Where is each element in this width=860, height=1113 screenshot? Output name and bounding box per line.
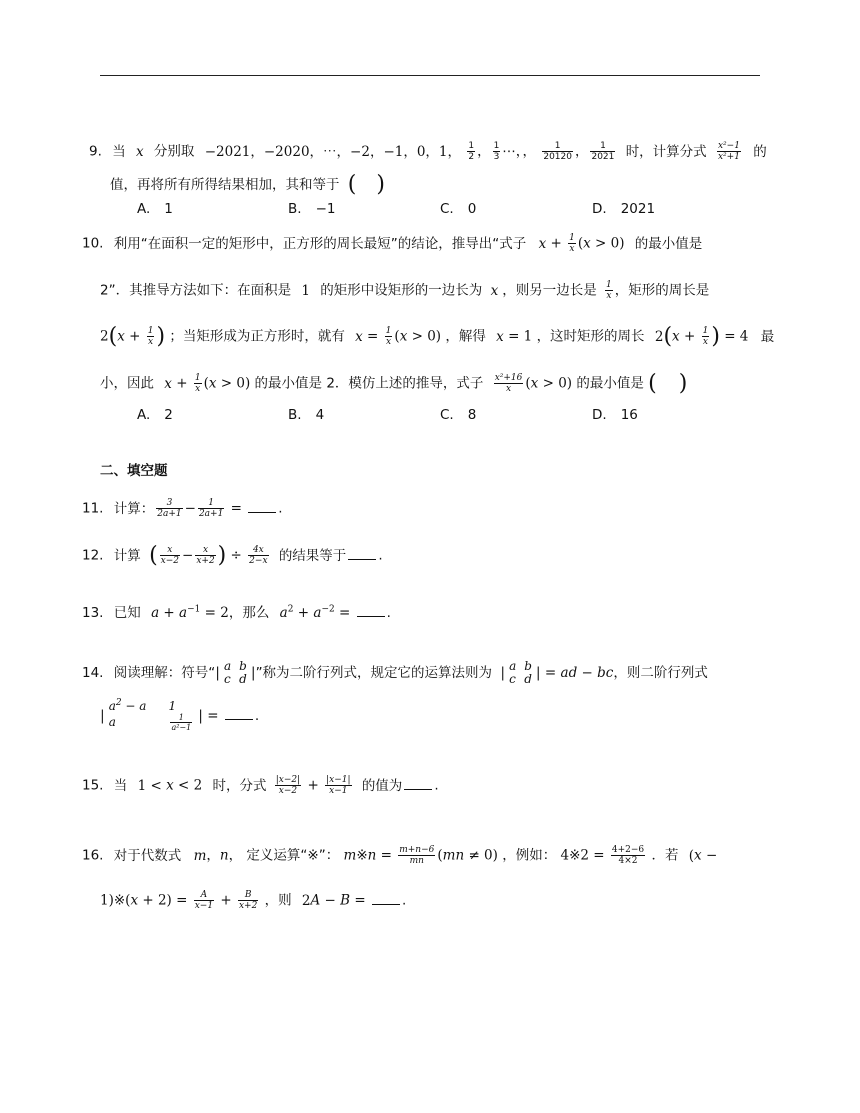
question-15: 15. 当 1 < x < 2 时，分式 $\frac{|x-2|}{x-2}$ + $\frac{|x-1|}{x-1}$ 的值为 . <box>82 775 439 796</box>
question-number: 15. <box>82 777 104 794</box>
q10-text: 2”．其推导方法如下：在面积是 <box>100 282 292 299</box>
answer-blank[interactable] <box>248 512 276 513</box>
question-10-line-1: 10. 利用“在面积一定的矩形中，正方形的周长最短”的结论，推导出“式子 x + $\frac{1}{x}$ (x > 0) 的最小值是 <box>82 233 703 254</box>
q11-text: 计算： <box>113 500 155 517</box>
answer-blank[interactable] <box>404 789 432 790</box>
question-9-line-2: 值，再将所有所得结果相加，其和等于 ( ) <box>110 172 385 197</box>
option-c[interactable]: C. 0 <box>440 201 477 217</box>
q10-text: 利用“在面积一定的矩形中，正方形的周长最短”的结论，推导出“式子 <box>113 235 527 252</box>
option-d[interactable]: D. 2021 <box>592 201 656 217</box>
q10-text: 小，因此 <box>100 375 154 392</box>
question-number: 14. <box>82 665 104 681</box>
option-a[interactable]: A. 1 <box>137 201 173 217</box>
q9-dots: ⋯，， <box>502 143 537 160</box>
fraction: $\frac{1}{3}$ <box>493 141 500 162</box>
determinant: $|a^2 - a$ 1 a $\frac{1}{\text{a²−1}}$ | <box>100 698 203 732</box>
answer-blank[interactable] <box>348 559 376 560</box>
q9-text: 当 <box>112 143 126 160</box>
q15-text: 当 <box>113 777 128 794</box>
q10-text: 最 <box>760 328 775 345</box>
question-10-line-3: 2(x + $\frac{1}{x}$ ) ；当矩形成为正方形时，就有 x = $\frac{1}{x}$ (x > 0) ，解得 x = 1 ，这时矩形的周长 2(x + $\frac{1}{x}$ ) = 4 最 <box>100 323 775 349</box>
header-rule <box>100 75 760 76</box>
question-10-line-4: 小，因此 x + $\frac{1}{x}$ (x > 0) 的最小值是 2．模仿上述的推导，式子 $\frac{\text{x²+16}}{x}$ (x > 0) 的最小值是 ( ) <box>100 370 688 396</box>
q10-text: 的矩形中设矩形的一边长为 <box>320 282 483 299</box>
question-13: 13. 已知 $a + a^{-1} = 2$，那么 $a^2 + a^{-2}$ = . <box>82 604 391 621</box>
q10-text: ，矩形的周长是 <box>614 282 710 299</box>
q14-text: ，则二阶行列式 <box>613 665 708 681</box>
q9-text: 的 <box>753 143 767 160</box>
question-12: 12. 计算 ( $\frac{x}{x-2}$ − $\frac{x}{x+2}$ ) ÷ $\frac{4x}{2-x}$ 的结果等于 . <box>82 542 383 568</box>
fraction: $\frac{\text{x²−1}}{\text{x²+1}}$ <box>717 141 740 162</box>
q16-text: ，则 <box>264 892 292 909</box>
question-9-line-1: 9. 当 x 分别取 −2021，−2020，⋯，−2，−1，0，1， $\frac{1}{2}$ ， $\frac{1}{3}$ ⋯，， $\frac{1}{20120}$ ， $\frac{1}{2021}$ 时，计算分式 $\frac{\text{x²−1}}{\text{x²+1}}$ 的 <box>89 141 767 162</box>
q9-text: 分别取 <box>153 143 195 160</box>
q9-text: 值，再将所有所得结果相加，其和等于 <box>110 177 340 193</box>
answer-blank[interactable] <box>372 904 400 905</box>
fraction: $\frac{1}{2021}$ <box>591 141 615 162</box>
question-11: 11. 计算： $\frac{3}{2a+1}$ − $\frac{1}{2a+1}$ = . <box>82 498 283 519</box>
question-number: 11. <box>82 500 104 517</box>
answer-blank[interactable] <box>225 719 253 720</box>
q15-text: 时，分式 <box>212 777 267 794</box>
option-b[interactable]: B. 4 <box>288 407 325 423</box>
q16-text: ，例如： <box>502 847 557 864</box>
fraction: $\frac{1}{2}$ <box>468 141 475 162</box>
question-number: 10. <box>82 235 104 252</box>
q14-text: 阅读理解：符号“ <box>113 665 216 681</box>
q10-text: ，这时矩形的周长 <box>536 328 645 345</box>
q16-text: ．若 <box>651 847 679 864</box>
question-10-line-2: 2”．其推导方法如下：在面积是 1 的矩形中设矩形的一边长为 x ，则另一边长是 $\frac{1}{x}$ ，矩形的周长是 <box>100 280 710 301</box>
q10-text: 的最小值是 <box>634 235 703 252</box>
q13-text: 已知 <box>113 605 141 621</box>
question-16-line-2: 1)※(x + 2) = $\frac{A}{x-1}$ + $\frac{B}{x+2}$ ，则 2A − B = . <box>100 890 407 911</box>
question-number: 16. <box>82 847 104 864</box>
section-heading: 二、填空题 <box>100 463 168 479</box>
q10-text: ；当矩形成为正方形时，就有 <box>169 328 345 345</box>
q12-text: 的结果等于 <box>278 547 347 564</box>
option-d[interactable]: D. 16 <box>592 407 638 423</box>
determinant: | a b c d | <box>500 659 541 686</box>
question-14-line-2: $|a^2 - a$ 1 a $\frac{1}{\text{a²−1}}$ | = . <box>100 698 260 732</box>
q13-text: ，那么 <box>228 605 270 621</box>
q15-text: 的值为 <box>361 777 403 794</box>
q10-text: ，解得 <box>445 328 486 345</box>
question-number: 13. <box>82 605 104 621</box>
q9-text: 时，计算分式 <box>625 143 707 160</box>
option-c[interactable]: C. 8 <box>440 407 477 423</box>
q10-text: ，则另一边长是 <box>502 282 597 299</box>
question-number: 9. <box>89 143 102 160</box>
q10-text: 1 <box>301 282 310 299</box>
q16-text: 定义运算“※”： <box>246 847 340 864</box>
q12-text: 计算 <box>113 547 141 564</box>
q10-text: 的最小值是 <box>254 375 323 392</box>
q16-text: 对于代数式 <box>113 847 182 864</box>
q10-text: 2．模仿上述的推导，式子 <box>326 375 484 392</box>
question-14-line-1: 14. 阅读理解：符号“| a b c d |”称为二阶行列式，规定它的运算法则为 | a b c d | = ad − bc，则二阶行列式 <box>82 659 708 686</box>
answer-blank[interactable] <box>357 616 385 617</box>
question-number: 12. <box>82 547 104 564</box>
determinant: | a b c d | <box>215 659 256 686</box>
option-b[interactable]: B. −1 <box>288 201 336 217</box>
q14-text: ”称为二阶行列式，规定它的运算法则为 <box>255 665 493 681</box>
option-a[interactable]: A. 2 <box>137 407 173 423</box>
q10-text: 的最小值是 <box>576 375 644 392</box>
question-16-line-1: 16. 对于代数式 m，n， 定义运算“※”： m※n = $\frac{m+n-6}{mn}$ (mn ≠ 0) ，例如： 4※2 = $\frac{4+2-6}{4\times 2}$ ．若 (x − <box>82 845 718 866</box>
fraction: $\frac{1}{20120}$ <box>543 141 572 162</box>
q9-values: −2021，−2020，⋯，−2，−1，0，1， <box>204 143 462 160</box>
